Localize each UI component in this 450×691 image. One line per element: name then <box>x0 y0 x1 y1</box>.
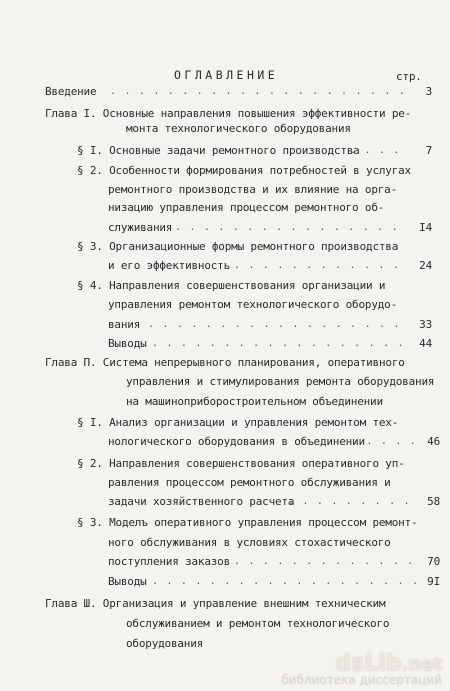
toc-line: Глава I. Основные направления повышения эффективности ре- <box>45 107 412 120</box>
toc-line: § 2. Направления совершенствования оперативного уп- <box>77 457 405 470</box>
toc-line: служивания <box>108 221 173 234</box>
watermark-subtitle: библиотека диссертаций <box>281 673 442 687</box>
toc-line: § 3. Моделъ оперативного управления процессом ремонт- <box>77 516 418 529</box>
page-number: 3 <box>425 85 432 98</box>
leader-dots <box>175 221 412 235</box>
toc-line: задачи хозяйственного расчета <box>108 495 295 508</box>
leader-dots <box>152 575 420 589</box>
toc-line: обслуживанием и ремонтом технологического <box>126 617 390 630</box>
leader-dots <box>110 85 412 99</box>
page-number: 70 <box>427 555 440 568</box>
toc-line: Глава Ш. Организация и управление внешним техническим <box>45 597 386 610</box>
toc-line: ремонтного производства и их влияние на орга- <box>108 183 398 196</box>
page-number: 7 <box>425 144 432 157</box>
page-number: 58 <box>427 495 440 508</box>
watermark-logo-tld: .net <box>401 654 442 675</box>
toc-line: Выводы <box>108 337 147 350</box>
toc-line: управления и стимулирования ремонта оборудования <box>126 375 435 388</box>
toc-line: ного обслуживания в условиях стохастического <box>108 536 391 549</box>
toc-line: равления процессом ремонтного обслуживания и <box>108 476 391 489</box>
watermark-logo-text: dsLib <box>335 651 402 676</box>
toc-line: § I. Основные задачи ремонтного производства <box>77 144 360 157</box>
page-number: 24 <box>419 259 432 272</box>
toc-line: Глава П. Система непрерывного планирования, оперативного <box>45 356 405 369</box>
toc-line: управления ремонтом технологического оборудо- <box>108 298 398 311</box>
page-number: 33 <box>419 318 432 331</box>
page-title: ОГЛАВЛЕНИЕ <box>174 68 279 82</box>
toc-line: Введение <box>45 85 97 98</box>
toc-line: Выводы <box>108 575 147 588</box>
leader-dots <box>148 318 412 332</box>
page-column-header: стр. <box>396 70 422 83</box>
leader-dots <box>288 495 420 509</box>
leader-dots <box>234 555 420 569</box>
toc-line: и его эффективность <box>108 259 231 272</box>
toc-line: § 2. Особенности формирования потребностей в услугах <box>77 164 411 177</box>
leader-dots <box>352 435 420 449</box>
toc-line: нологического оборудования в объединении <box>108 435 365 448</box>
leader-dots <box>152 337 412 351</box>
toc-line: низацию управления процессом ремонтного об- <box>108 201 385 214</box>
toc-line: на машиноприборостроительном объединении <box>126 395 383 408</box>
toc-line: § 4. Направления совершенствования организации и <box>77 279 386 292</box>
page-number: I4 <box>419 221 432 234</box>
leader-dots <box>234 259 412 273</box>
toc-line: монта технологического оборудования <box>126 122 351 135</box>
page-number: 44 <box>419 337 432 350</box>
toc-line: вания <box>108 318 141 331</box>
leader-dots <box>350 144 410 158</box>
toc-line: оборудования <box>126 637 204 650</box>
toc-line: § 3. Организационные формы ремонтного производства <box>77 240 399 253</box>
toc-line: поступления заказов <box>108 555 231 568</box>
watermark <box>281 651 442 687</box>
page-number: 9I <box>427 575 440 588</box>
page-number: 46 <box>427 435 440 448</box>
toc-line: § I. Анализ организации и управления ремонтом тех- <box>77 416 399 429</box>
